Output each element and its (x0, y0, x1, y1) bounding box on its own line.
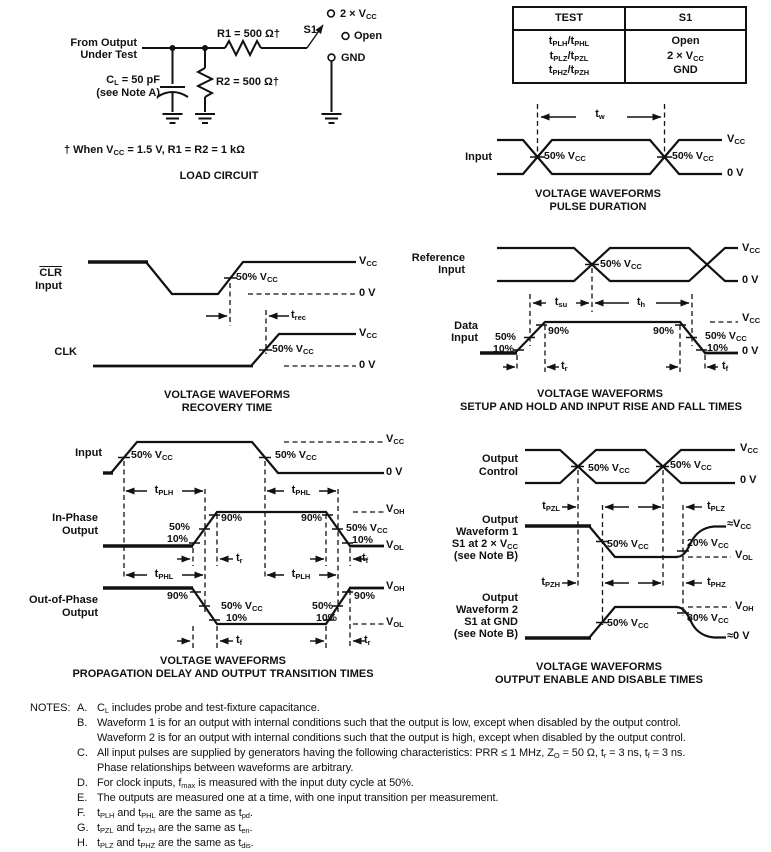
load-circuit-caption: LOAD CIRCUIT (179, 170, 259, 182)
prop-input-label: Input (75, 447, 102, 459)
pct-10-label: 10% (226, 612, 248, 624)
pulse-input-label: Input (465, 151, 492, 163)
pct-90-label: 90% (652, 325, 674, 337)
recovery-time-lines (88, 262, 356, 366)
data-input-label: Data (454, 320, 478, 332)
tr-label: $t_r$ (236, 552, 243, 565)
ctrl-50pct-label: 50% $V_{CC}$ (588, 462, 630, 475)
pct-50vcc-label: 50% $V_{CC}$ (131, 449, 173, 462)
ctrl-50pct-label: 50% $V_{CC}$ (670, 459, 712, 472)
table-header-test: TEST (514, 8, 626, 31)
wf2-50pct-label: 50% $V_{CC}$ (607, 617, 649, 630)
table-cell: $t_{PHZ}/t_{PZH}$ (548, 64, 590, 77)
note-line: H. $t_{PLZ}$ and $t_{PHZ}$ are the same as $t_{dis}$. (77, 837, 254, 850)
recovery-caption-2: RECOVERY TIME (181, 402, 273, 414)
table-cell: Open (671, 35, 700, 47)
waveform2-label: Output (481, 592, 518, 604)
vcc-rail-label: $V_{CC}$ (359, 327, 378, 340)
note-line: B. Waveform 1 is for an output with internal conditions such that the output is low, except when disabled by the output control. (77, 717, 681, 729)
table-cell: GND (673, 64, 698, 76)
zero-rail-label: 0 V (742, 274, 759, 286)
reference-input-label: Reference (411, 252, 465, 264)
note-line: A. $C_L$ includes probe and test-fixture capacitance. (77, 702, 320, 715)
pct-50-label: 50% (168, 521, 190, 533)
zero-rail-label: 0 V (359, 287, 376, 299)
note-line: D. For clock inputs, $f_{max}$ is measured with the input duty cycle at 50%. (77, 777, 414, 790)
output-control-label: Output (481, 453, 518, 465)
pct-50vcc-label: 50% $V_{CC}$ (705, 330, 747, 343)
tphl-label: $t_{PHL}$ (154, 568, 174, 581)
tsu-label: $t_{su}$ (554, 296, 568, 309)
voh-rail-label: $V_{OH}$ (386, 580, 405, 593)
waveform1-label: Waveform 1 (456, 526, 518, 538)
pct-10-label: 10% (315, 612, 337, 624)
tf-label: $t_f$ (362, 552, 369, 565)
recovery-50pct-label: 50% $V_{CC}$ (236, 271, 278, 284)
waveform1-label: Output (481, 514, 518, 526)
out-of-phase-label: Output (61, 607, 98, 619)
load-under-test-label: Under Test (80, 49, 137, 61)
wf1-20pct-label: 20% $V_{CC}$ (687, 537, 729, 550)
note-line: Phase relationships between waveforms are arbitrary. (97, 762, 354, 774)
tplh-label: $t_{PLH}$ (291, 568, 311, 581)
th-label: $t_h$ (636, 296, 646, 309)
cl-note-label: (see Note A) (96, 87, 160, 99)
in-phase-label: In-Phase (52, 512, 98, 524)
pct-10-label: 10% (166, 533, 188, 545)
table-cell: $t_{PLZ}/t_{PZL}$ (549, 49, 589, 63)
tr-label: $t_r$ (561, 360, 568, 373)
tf-label: $t_f$ (236, 634, 243, 647)
table-header-row (514, 8, 745, 31)
tf-label: $t_f$ (722, 360, 729, 373)
tpzh-label: $t_{PZH}$ (541, 576, 560, 589)
pct-10-label: 10% (707, 342, 729, 354)
load-from-output-label: From Output (70, 37, 137, 49)
wf2-80pct-label: 80% $V_{CC}$ (687, 612, 729, 625)
notes-list (77, 701, 771, 851)
terminal-open-label: Open (354, 30, 383, 42)
waveform1-label: S1 at $2 \times V_{CC}$ (451, 538, 518, 551)
table-cell: $t_{PLH}/t_{PHL}$ (548, 35, 590, 48)
reference-input-label: Input (438, 264, 465, 276)
clr-input-label: Input (35, 280, 62, 292)
voh-rail-label: $V_{OH}$ (735, 600, 754, 613)
approx-zero-label: ≈0 V (727, 630, 750, 642)
pulse-50pct-label: 50% $V_{CC}$ (672, 150, 714, 163)
pulse-caption-2: PULSE DURATION (549, 201, 647, 213)
recovery-50pct-label: 50% $V_{CC}$ (272, 343, 314, 356)
enable-caption-2: OUTPUT ENABLE AND DISABLE TIMES (495, 674, 703, 686)
note-line: C. All input pulses are supplied by generators having the following characteristics: PRR ≤ 1 MHz, $Z_O = 50$ Ω, $t_r = 3$ ns, $t_f = 3$ ns. (77, 747, 686, 760)
voh-rail-label: $V_{OH}$ (386, 503, 405, 516)
waveform2-label: Waveform 2 (456, 604, 518, 616)
pct-90-label: 90% (548, 325, 570, 337)
pct-90-label: 90% (300, 512, 322, 524)
trec-label: $t_{rec}$ (291, 309, 306, 322)
ground-icon (322, 114, 342, 123)
note-line: F. $t_{PLH}$ and $t_{PHL}$ are the same as $t_{pd}$. (77, 807, 253, 820)
clr-input-label: $\overline{CLR}$ (39, 267, 62, 279)
pct-10-label: 10% (492, 343, 514, 355)
tw-label: $t_w$ (595, 108, 605, 121)
pct-10-label: 10% (352, 534, 374, 546)
resistor-r1-icon (225, 41, 261, 55)
table-header-s1: S1 (626, 8, 745, 31)
waveform2-label: S1 at GND (464, 616, 518, 628)
pct-90-label: 90% (354, 590, 376, 602)
output-control-label: Control (478, 466, 518, 478)
pct-50vcc-label: 50% $V_{CC}$ (221, 600, 263, 613)
vol-rail-label: $V_{OL}$ (386, 616, 404, 629)
zero-rail-label: 0 V (742, 345, 759, 357)
resistor-r2-icon (198, 68, 212, 97)
notes-title: NOTES: (30, 702, 71, 714)
note-line: G. $t_{PZL}$ and $t_{PZH}$ are the same as $t_{en}$. (77, 822, 253, 835)
setup-caption-2: SETUP AND HOLD AND INPUT RISE AND FALL TIMES (460, 401, 742, 413)
waveform2-label: (see Note B) (453, 628, 518, 640)
recovery-caption-1: VOLTAGE WAVEFORMS (164, 389, 290, 401)
vcc-rail-label: $V_{CC}$ (727, 133, 746, 146)
capacitor-icon (160, 48, 185, 112)
pct-50-label: 50% (311, 600, 333, 612)
tplh-label: $t_{PLH}$ (154, 484, 174, 497)
vcc-rail-label: $V_{CC}$ (742, 242, 761, 255)
enable-caption-1: VOLTAGE WAVEFORMS (536, 661, 662, 673)
waveform1-label: (see Note B) (453, 550, 518, 562)
vcc-rail-label: $V_{CC}$ (386, 433, 405, 446)
zero-rail-label: 0 V (740, 474, 757, 486)
ground-icon (195, 114, 215, 123)
wf1-50pct-label: 50% $V_{CC}$ (607, 538, 649, 551)
table-body (514, 31, 745, 82)
vcc-rail-label: $V_{CC}$ (359, 255, 378, 268)
setup-caption-1: VOLTAGE WAVEFORMS (537, 388, 663, 400)
vcc-rail-label: $V_{CC}$ (740, 442, 759, 455)
pct-90-label: 90% (166, 590, 188, 602)
ground-icon (163, 114, 183, 123)
r2-value-label: R2 = 500 Ω† (216, 76, 279, 88)
pulse-50pct-label: 50% $V_{CC}$ (544, 150, 586, 163)
pct-50vcc-label: 50% $V_{CC}$ (346, 522, 388, 535)
load-footnote: † When $V_{CC} = 1.5$ V, R1 = R2 = 1 kΩ (64, 144, 245, 157)
ref-50pct-label: 50% $V_{CC}$ (600, 258, 642, 271)
in-phase-label: Output (61, 525, 98, 537)
table-cell: $2 \times V_{CC}$ (667, 49, 704, 63)
r1-value-label: R1 = 500 Ω† (217, 28, 280, 40)
terminal-2vcc-label: $2 \times V_{CC}$ (340, 8, 377, 21)
clk-label: CLK (54, 346, 77, 358)
test-conditions-table (512, 6, 747, 84)
vol-rail-label: $V_{OL}$ (386, 539, 404, 552)
tr-label: $t_r$ (364, 634, 371, 647)
tphl-label: $t_{PHL}$ (291, 484, 311, 497)
out-of-phase-label: Out-of-Phase (28, 594, 98, 606)
prop-caption-2: PROPAGATION DELAY AND OUTPUT TRANSITION TIMES (72, 668, 374, 680)
note-line: E. The outputs are measured one at a time, with one input transition per measurement. (77, 792, 499, 804)
vcc-rail-label: $V_{CC}$ (742, 312, 761, 325)
note-line: Waveform 2 is for an output with internal conditions such that the output is high, except when disabled by the output control. (97, 732, 686, 744)
zero-rail-label: 0 V (727, 167, 744, 179)
pct-50-label: 50% (494, 331, 516, 343)
tpzl-label: $t_{PZL}$ (542, 500, 560, 513)
zero-rail-label: 0 V (386, 466, 403, 478)
data-input-label: Input (451, 332, 478, 344)
vol-rail-label: $V_{OL}$ (735, 549, 753, 562)
cl-value-label: $C_L = 50$ pF (106, 74, 160, 87)
zero-rail-label: 0 V (359, 359, 376, 371)
tphz-label: $t_{PHZ}$ (707, 576, 726, 589)
tplz-label: $t_{PLZ}$ (707, 500, 725, 513)
pct-90-label: 90% (221, 512, 243, 524)
pct-50vcc-label: 50% $V_{CC}$ (275, 449, 317, 462)
prop-caption-1: VOLTAGE WAVEFORMS (160, 655, 286, 667)
approx-vcc-label: $\approx V_{CC}$ (727, 518, 752, 531)
pulse-caption-1: VOLTAGE WAVEFORMS (535, 188, 661, 200)
s1-label: S1 (303, 24, 317, 36)
terminal-gnd-label: GND (341, 52, 366, 64)
